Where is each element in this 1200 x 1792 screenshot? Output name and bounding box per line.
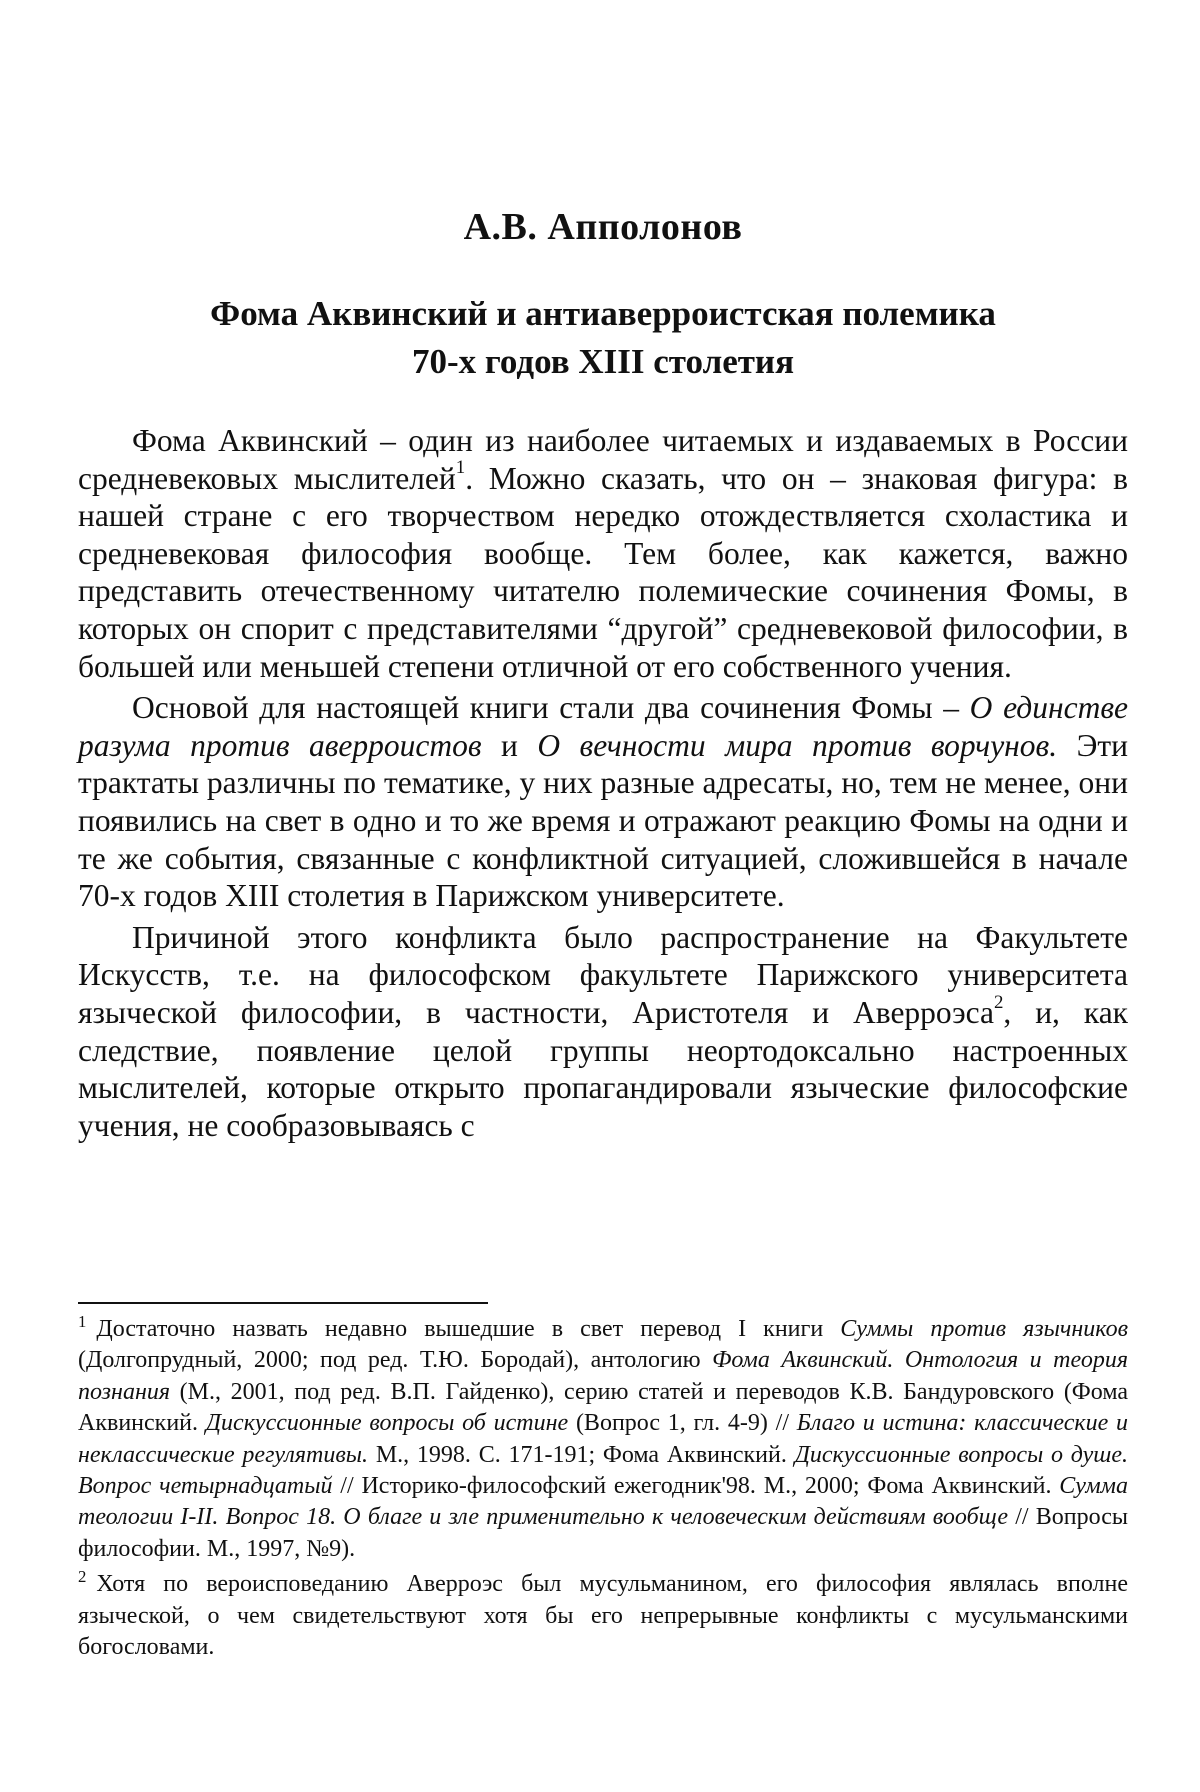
- footnote-2: [78, 1569, 1128, 1663]
- footnote-text: Достаточно назвать недавно вышедшие в свет перевод I книги: [96, 1316, 841, 1342]
- paragraph-2: [78, 689, 1128, 915]
- paragraph-1: [78, 422, 1128, 685]
- footnote-marker: 1: [78, 1312, 87, 1331]
- footnote-italic: Суммы против язычников: [840, 1316, 1129, 1342]
- footnote-italic: Дискуссионные вопросы о душе. Вопрос четырнадцатый: [78, 1441, 1128, 1500]
- work-title: О вечности мира против ворчунов.: [537, 727, 1058, 763]
- footnote-ref-1: 1: [455, 457, 466, 479]
- chapter-title-line-1: Фома Аквинский и антиаверроистская полемика: [210, 294, 996, 333]
- chapter-title-line-2: 70-х годов XIII столетия: [411, 342, 795, 381]
- footnote-marker: 2: [78, 1567, 87, 1587]
- main-text: [78, 422, 1128, 1144]
- work-title: О единстве разума против аверроистов: [78, 690, 1128, 763]
- book-page: [78, 0, 1128, 1792]
- paragraph-text: . Можно сказать, что он – знаковая фигура: в нашей стране с его творчеством нередко отождествляется схоластика и средневековая философия вообще. Тем более, как кажется, важно представить отечественному читателю полемические сочинения Фомы, в которых он спорит с представителями “другой” средневековой философии, в большей или меньшей степени отличной от его собственного учения.: [78, 460, 1128, 684]
- paragraph-text: Фома Аквинский – один из наиболее читаемых и издаваемых в России средневековых мыслителей: [78, 423, 1128, 496]
- paragraph-text: Причиной этого конфликта было распространение на Факультете Искусств, т.е. на философском факультете Парижского университета языческой философии, в частности, Аристотеля и Аверроэса: [78, 919, 1128, 1030]
- footnote-italic: Благо и истина: классические и неклассические регулятивы.: [78, 1410, 1129, 1468]
- footnote-text: Хотя по вероисповеданию Аверроэс был мусульманином, его философия являлась вполне языческой, о чем свидетельствуют хотя бы его непрерывные конфликты с мусульманскими богословами.: [78, 1571, 1128, 1661]
- footnote-text: (М., 2001, под ред. В.П. Гайденко), серию статей и переводов К.В. Бандуровского (Фома Аквинский.: [78, 1378, 1128, 1437]
- paragraph-text: Эти трактаты различны по тематике, у них разные адресаты, но, тем не менее, они появились на свет в одно и то же время и отражают реакцию Фомы на одни и те же события, связанные с конфликтной ситуацией, сложившейся в начале 70-х годов XIII столетия в Парижском университете.: [78, 727, 1128, 914]
- footnote-text: (Вопрос 1, гл. 4-9) //: [568, 1410, 797, 1437]
- footnote-text: (Долгопрудный, 2000; под ред. Т.Ю. Бородай), антологию: [78, 1347, 713, 1374]
- footnote-divider: [78, 1302, 488, 1304]
- footnote-text: М., 1998. С. 171-191; Фома Аквинский.: [368, 1441, 795, 1468]
- paragraph-3: [78, 919, 1128, 1145]
- footnote-text: // Вопросы философии. М., 1997, №9).: [78, 1504, 1128, 1562]
- footnote-italic: Сумма теологии I-II. Вопрос 18. О благе и зле применительно к человеческим действиям вообще: [78, 1473, 1128, 1531]
- footnote-italic: Фома Аквинский. Онтология и теория познания: [78, 1347, 1129, 1405]
- paragraph-text: Основой для настоящей книги стали два сочинения Фомы –: [132, 690, 970, 726]
- paragraph-text: и: [481, 727, 538, 763]
- chapter-title: [78, 290, 1128, 386]
- footnote-italic: Дискуссионные вопросы об истине: [205, 1410, 569, 1437]
- footnotes: [78, 1314, 1128, 1667]
- footnote-ref-2: 2: [993, 991, 1004, 1013]
- author-name: А.В. Апполонов: [463, 206, 743, 248]
- footnote-text: // Историко-философский ежегодник'98. М., 2000; Фома Аквинский.: [332, 1473, 1060, 1500]
- paragraph-text: , и, как следствие, появление целой группы неортодоксально настроенных мыслителей, которые открыто пропагандировали языческие философские учения, не сообразовываясь с: [78, 994, 1128, 1143]
- footnote-1: [78, 1314, 1128, 1565]
